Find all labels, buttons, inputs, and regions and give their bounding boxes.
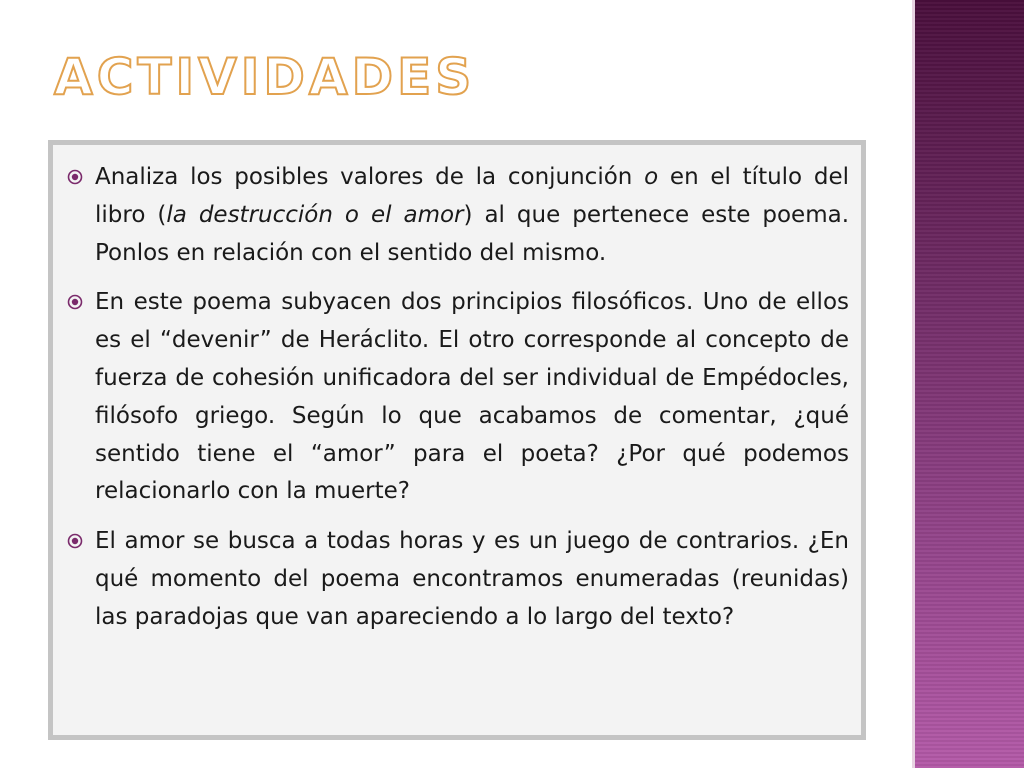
decorative-sidebar <box>912 0 1024 768</box>
slide-title: ACTIVIDADES <box>54 48 476 106</box>
list-item-text <box>95 159 849 272</box>
item-text-segment: en el título del libro ( <box>95 164 849 228</box>
target-bullet-icon <box>67 294 83 310</box>
list-item <box>67 523 849 636</box>
list-item <box>67 159 849 272</box>
target-bullet-icon <box>67 533 83 549</box>
list-item-text: El amor se busca a todas horas y es un juego de contrarios. ¿En qué momento del poema encontramos enumeradas (reunidas) las paradojas que van apareciendo a lo largo del texto? <box>95 528 849 630</box>
item-text-segment: Analiza los posibles valores de la conjunción <box>95 164 645 190</box>
list-item-text: En este poema subyacen dos principios filosóficos. Uno de ellos es el “devenir” de Heráclito. El otro corresponde al concepto de fuerza de cohesión unificadora del ser individual de Empédocles, filósofo griego. Según lo que acabamos de comentar, ¿qué sentido tiene el “amor” para el poeta? ¿Por qué podemos relacionarlo con la muerte? <box>95 289 849 505</box>
content-box <box>48 140 866 740</box>
target-bullet-icon <box>67 169 83 185</box>
list-item <box>67 284 849 511</box>
item-text-italic: la destrucción o el amor <box>166 201 464 228</box>
item-text-segment: ) al que pertenece este poema. Ponlos en relación con el sentido del mismo. <box>95 201 850 266</box>
item-text-italic: o <box>644 164 659 190</box>
sidebar-stripes <box>915 0 1024 768</box>
